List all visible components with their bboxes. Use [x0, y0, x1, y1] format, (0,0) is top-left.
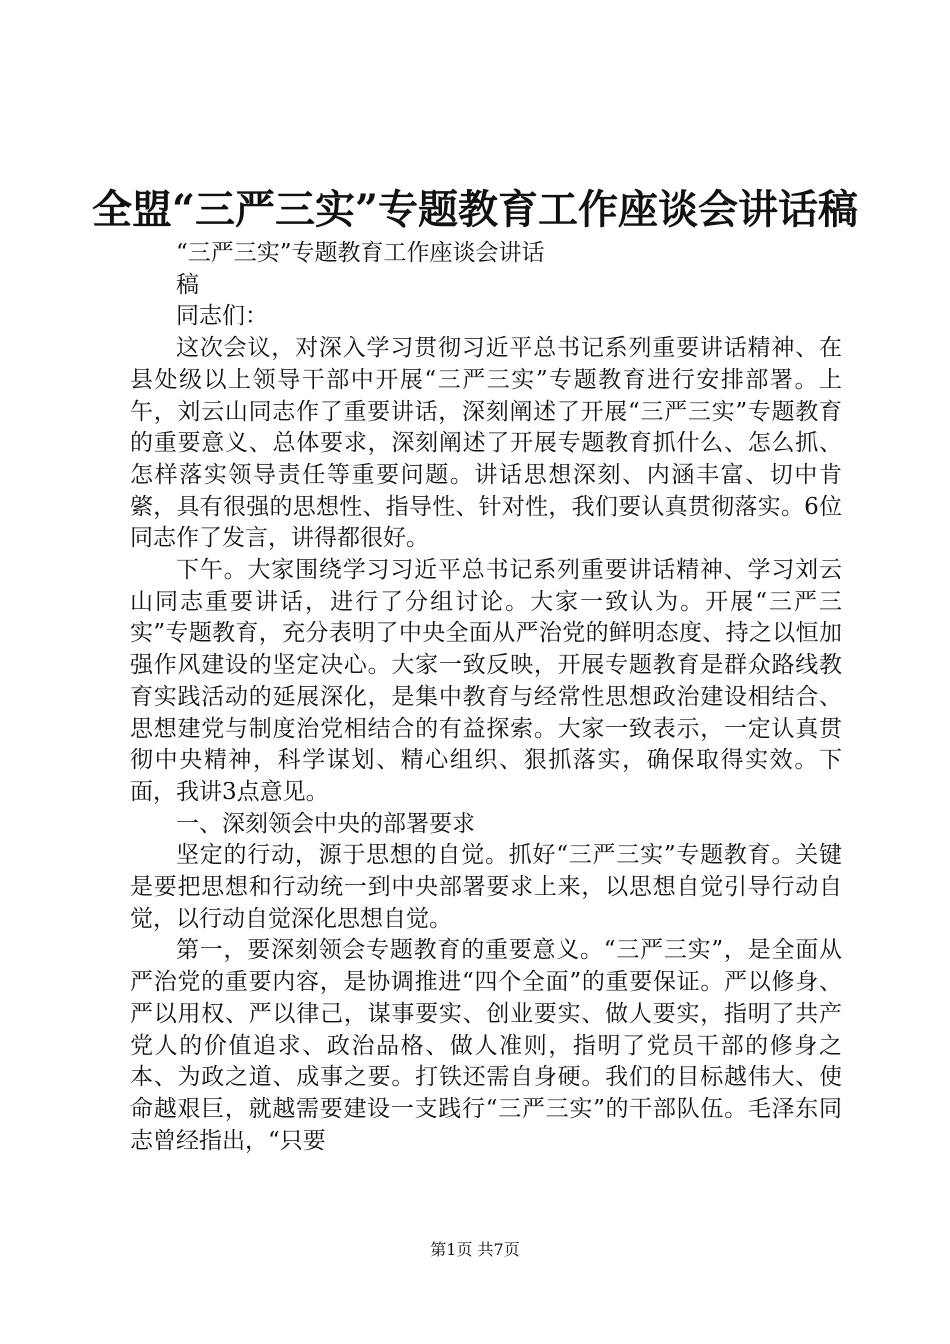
- document-title: 全盟“三严三实”专题教育工作座谈会讲话稿: [91, 186, 858, 233]
- paragraph: 这次会议，对深入学习贯彻习近平总书记系列重要讲话精神、在县处级以上领导干部中开展“三严三实”专题教育进行安排部署。上午，刘云山同志作了重要讲话，深刻阐述了开展“三严三实”专题教育的重要意义、总体要求，深刻阐述了开展专题教育抓什么、怎么抓、怎样落实领导责任等重要问题。讲话思想深刻、内涵丰富、切中肯綮，具有很强的思想性、指导性、针对性，我们要认真贯彻落实。6位同志作了发言，讲得都很好。: [130, 335, 842, 552]
- paragraph: 第一，要深刻领会专题教育的重要意义。“三严三实”，是全面从严治党的重要内容，是协调推进“四个全面”的重要保证。严以修身、严以用权、严以律己，谋事要实、创业要实、做人要实，指明了共产党人的价值追求、政治品格、做人准则，指明了党员干部的修身之本、为政之道、成事之要。打铁还需自身硬。我们的目标越伟大、使命越艰巨，就越需要建设一支践行“三严三实”的干部队伍。毛泽东同志曾经指出，“只要: [130, 937, 842, 1154]
- section-heading: 一、深刻领会中央的部署要求: [176, 810, 475, 837]
- subtitle-continuation: 稿: [176, 271, 199, 298]
- paragraph: 坚定的行动，源于思想的自觉。抓好“三严三实”专题教育。关键是要把思想和行动统一到中央部署要求上来，以思想自觉引导行动自觉，以行动自觉深化思想自觉。: [130, 842, 842, 932]
- salutation: 同志们：: [176, 303, 268, 330]
- paragraph: 下午。大家围绕学习习近平总书记系列重要讲话精神、学习刘云山同志重要讲话，进行了分组讨论。大家一致认为。开展“三严三实”专题教育，充分表明了中央全面从严治党的鲜明态度、持之以恒加强作风建设的坚定决心。大家一致反映，开展专题教育是群众路线教育实践活动的延展深化，是集中教育与经常性思想政治建设相结合、思想建党与制度治党相结合的有益探索。大家一致表示，一定认真贯彻中央精神，科学谋划、精心组织、狠抓落实，确保取得实效。下面，我讲3点意见。: [130, 557, 842, 805]
- page-footer: 第1页 共7页: [430, 1240, 520, 1259]
- document-body: [130, 238, 842, 1157]
- subtitle-line: “三严三实”专题教育工作座谈会讲话: [176, 240, 545, 266]
